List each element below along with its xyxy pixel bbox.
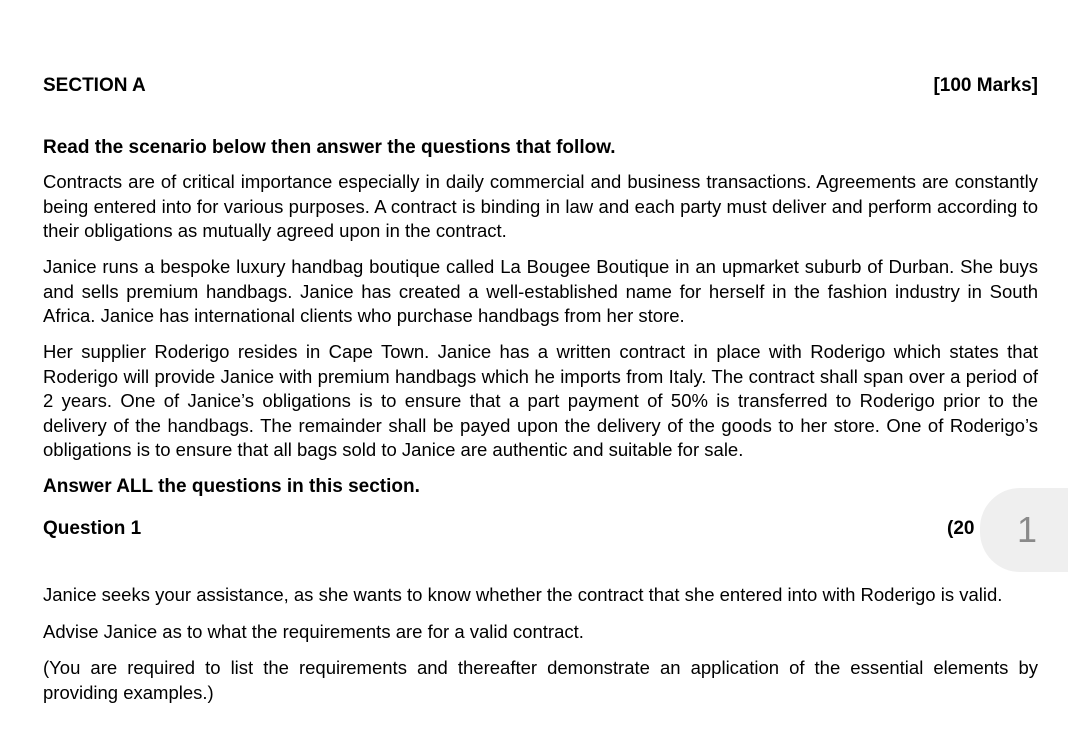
question-marks: (20 (947, 518, 975, 539)
answer-all-instruction: Answer ALL the questions in this section. (43, 476, 420, 497)
question-text: Advise Janice as to what the requirements are for a valid contract. (43, 621, 584, 642)
section-marks: [100 Marks] (933, 75, 1038, 96)
page-content (43, 0, 1038, 731)
section-title: SECTION A (43, 75, 146, 96)
question-text: (You are required to list the requirements and thereafter demonstrate an application of the essential elements by providing examples.) (43, 657, 1038, 703)
scenario-paragraph: Janice runs a bespoke luxury handbag boutique called La Bougee Boutique in an upmarket suburb of Durban. She buys and sells premium handbags. Janice has created a well-established name for herself in the fashion industry in South Africa. Janice has international clients who purchase handbags from her store. (43, 256, 1038, 326)
scenario-paragraph: Her supplier Roderigo resides in Cape Town. Janice has a written contract in place with Roderigo which states that Roderigo will provide Janice with premium handbags which he imports from Italy. The contract shall span over a period of 2 years. One of Janice’s obligations is to ensure that a part payment of 50% is transferred to Roderigo prior to the delivery of the handbags. The remainder shall be payed upon the delivery of the goods to her store. One of Roderigo’s obligations is to ensure that all bags sold to Janice are authentic and suitable for sale. (43, 341, 1038, 460)
question-text: Janice seeks your assistance, as she wants to know whether the contract that she entered into with Roderigo is valid. (43, 584, 1003, 605)
question-title: Question 1 (43, 518, 142, 539)
scenario-paragraph: Contracts are of critical importance especially in daily commercial and business transactions. Agreements are constantly being entered into for various purposes. A contract is binding in law and each party must deliver and perform according to their obligations as mutually agreed upon in the contract. (43, 171, 1038, 241)
instruction-heading: Read the scenario below then answer the questions that follow. (43, 137, 616, 158)
section-header (43, 74, 1038, 98)
page-indicator-number: 1 (1017, 509, 1038, 550)
